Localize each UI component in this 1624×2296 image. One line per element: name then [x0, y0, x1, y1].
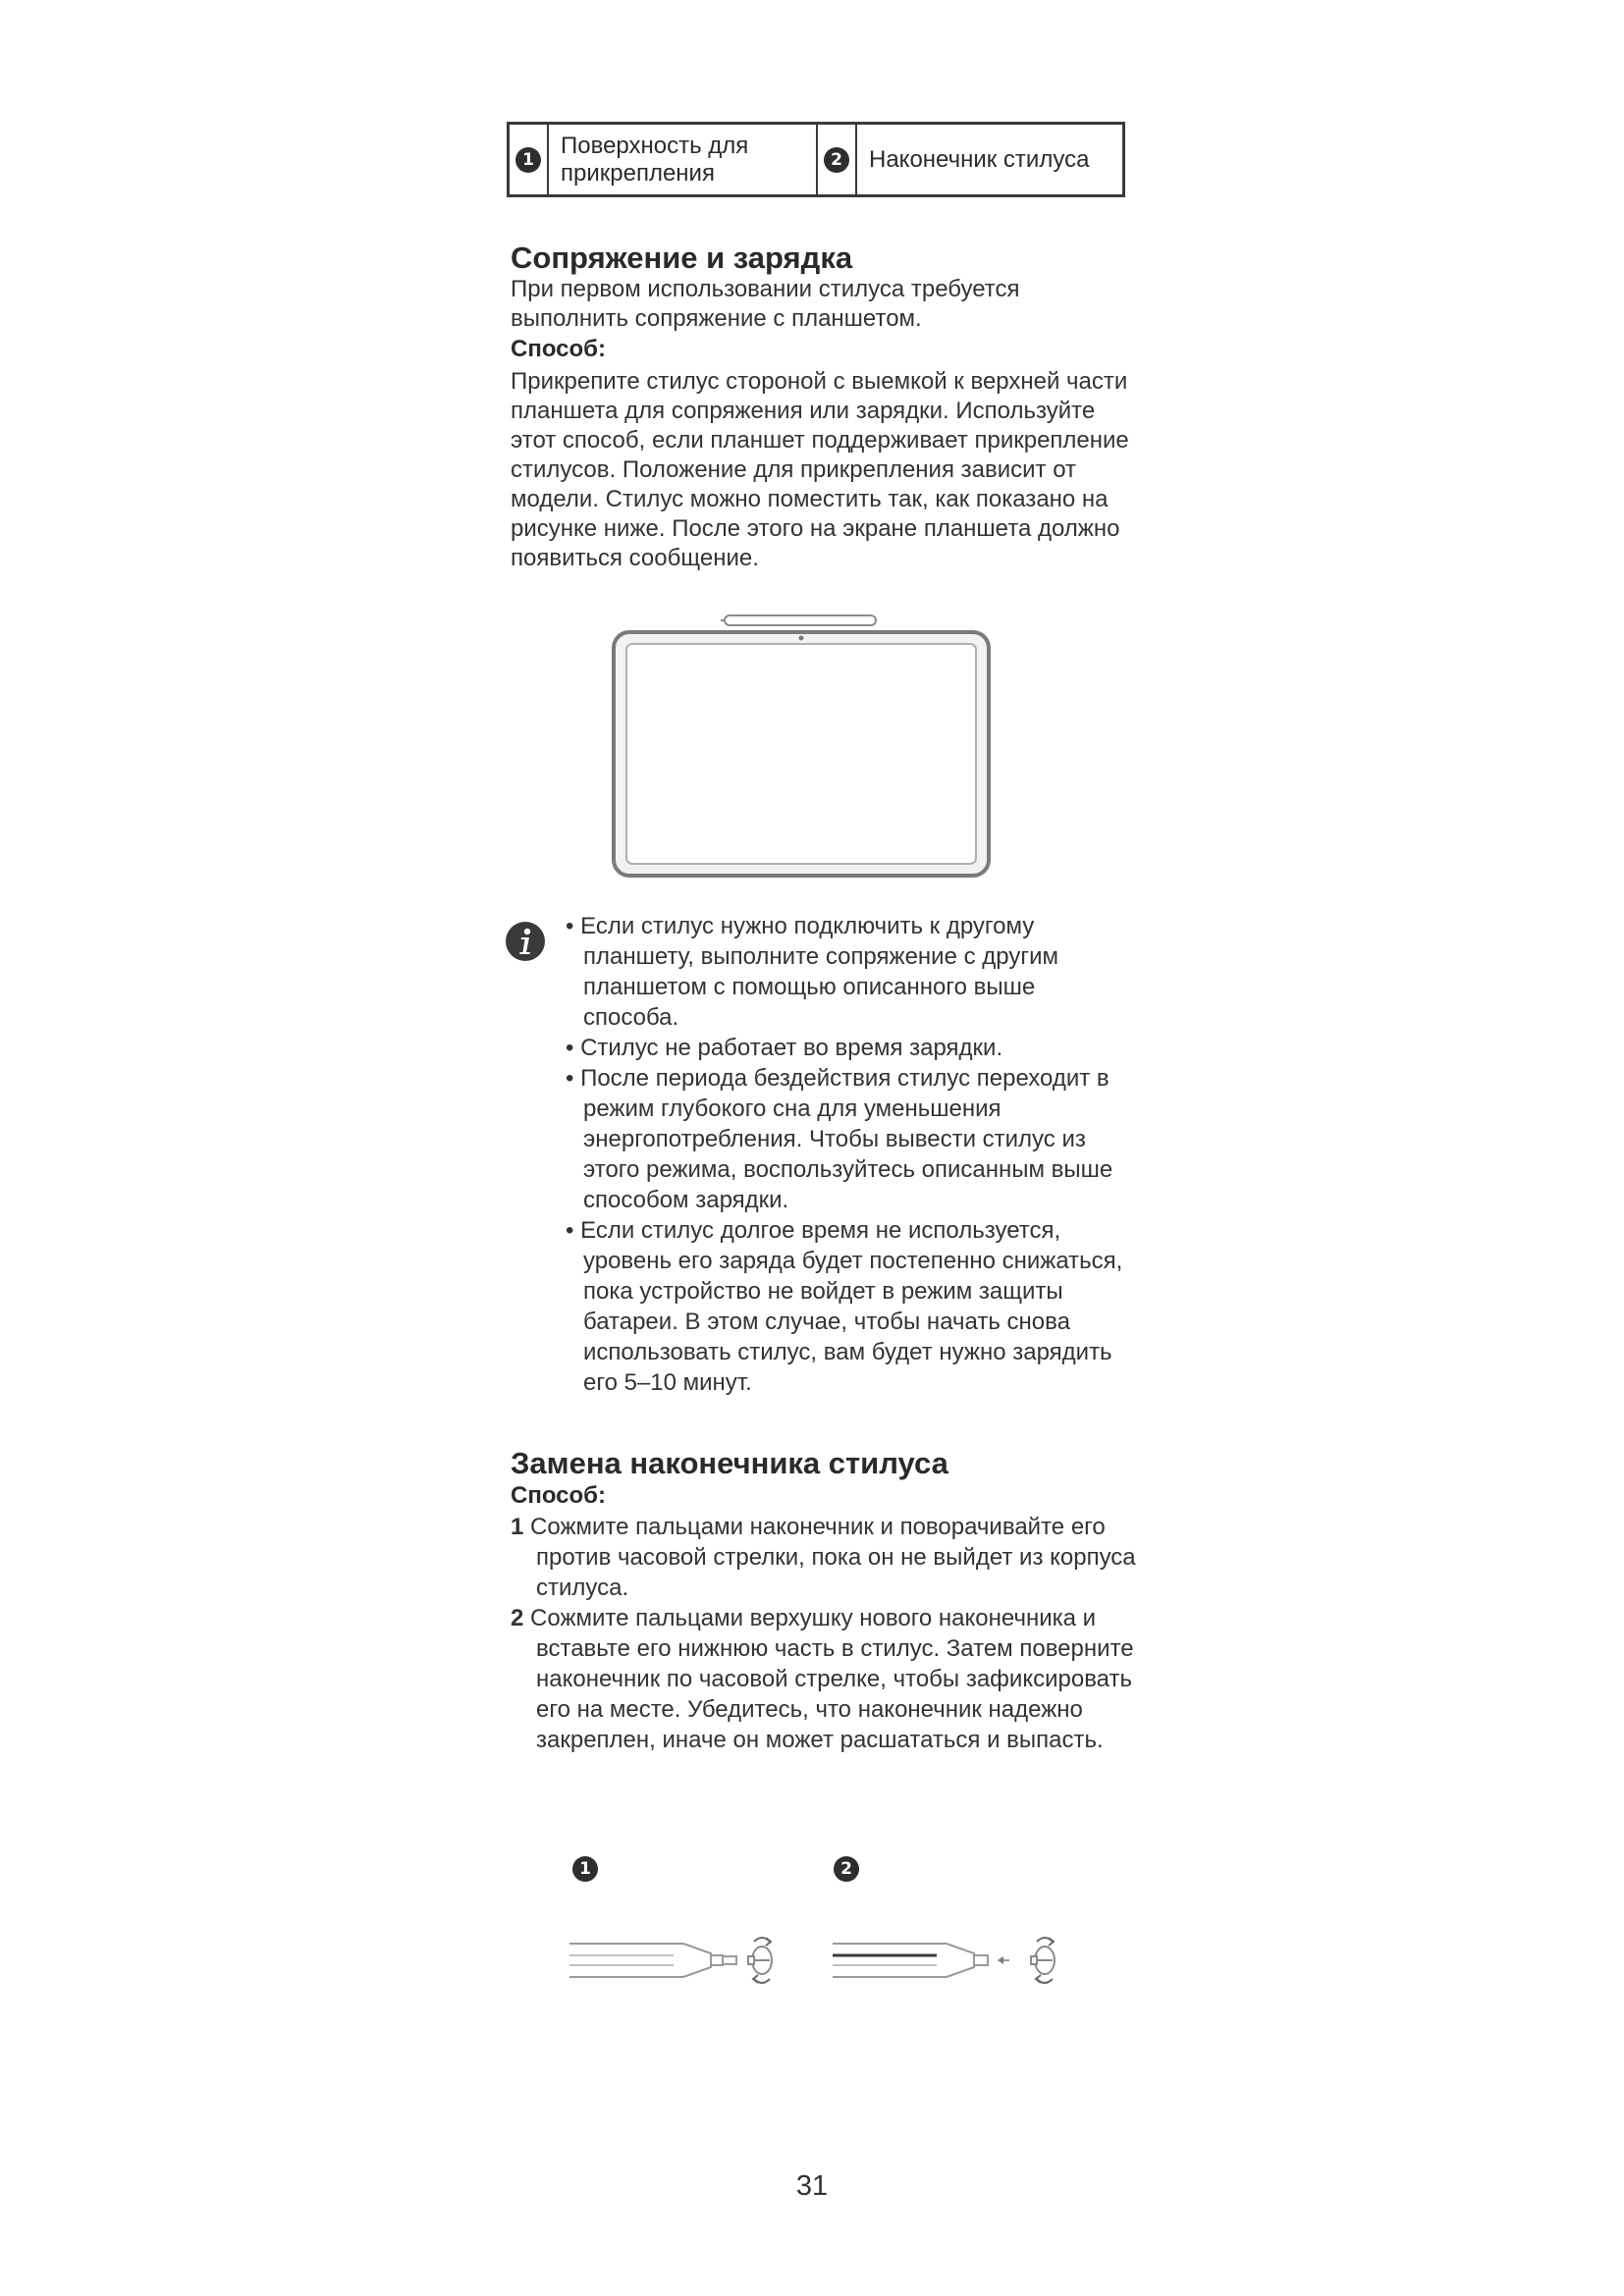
list-item: 2 Сожмите пальцами верхушку нового наконечника и вставьте его нижнюю часть в стилус. Затем поверните наконечник по часовой стрелке, чтобы зафиксировать его на месте. Убедитесь, что наконечник надежно закреплен, иначе он может расшататься и выпасть.: [511, 1605, 1134, 1753]
stylus-attached-icon: [721, 615, 876, 625]
notes-list: [556, 911, 1125, 1398]
number-badge: 1: [515, 147, 541, 173]
list-item: • После периода бездействия стилус переходит в режим глубокого сна для уменьшения энергопотребления. Чтобы вывести стилус из этого режима, воспользуйтесь описанным выше способом зарядки.: [566, 1065, 1113, 1213]
tablet-icon: [614, 632, 989, 876]
legend-label-stylus-tip: Наконечник стилуса: [869, 145, 1090, 173]
list-item: 1 Сожмите пальцами наконечник и поворачивайте его против часовой стрелки, пока он не выйдет из корпуса стилуса.: [511, 1514, 1136, 1601]
tip-removal-illustration: [568, 1926, 793, 1995]
figure-label-1: 1: [572, 1856, 598, 1882]
section-title-pairing: Сопряжение и зарядка: [511, 240, 853, 275]
tablet-with-stylus-illustration: [607, 614, 996, 881]
legend-number-cell: [818, 125, 857, 194]
list-item: • Если стилус нужно подключить к другому планшету, выполните сопряжение с другим планшетом с помощью описанного выше способа.: [566, 913, 1058, 1031]
page-number: 31: [795, 2170, 829, 2202]
info-icon: [505, 921, 546, 962]
tip-install-illustration: [831, 1926, 1076, 1995]
stylus-tip-icon: [1031, 1947, 1055, 1974]
pairing-method-text: Прикрепите стилус стороной с выемкой к верхней части планшета для сопряжения или зарядки. Используйте этот способ, если планшет поддерживает прикрепление стилусов. Положение для прикрепления зависит от модели. Стилус можно поместить так, как показано на рисунке ниже. После этого на экране планшета должно появиться сообщение.: [511, 368, 1129, 571]
number-badge: 2: [824, 147, 849, 173]
list-item: • Стилус не работает во время зарядки.: [566, 1035, 1003, 1061]
list-item: • Если стилус долгое время не используется, уровень его заряда будет постепенно снижаться, пока устройство не войдет в режим защиты батареи. В этом случае, чтобы начать снова использовать стилус, вам будет нужно зарядить его 5–10 минут.: [566, 1217, 1123, 1396]
stylus-tip-icon: [748, 1947, 772, 1974]
legend-number-cell: [510, 125, 549, 194]
steps-list: [511, 1512, 1139, 1755]
legend-table: [507, 122, 1125, 197]
method-label: Способ:: [511, 336, 606, 362]
legend-label-attachment-surface: Поверхность для прикрепления: [549, 125, 818, 194]
section-title-tip-replacement: Замена наконечника стилуса: [511, 1446, 948, 1480]
arrow-icon: [998, 1956, 1003, 1964]
pairing-intro: При первом использовании стилуса требуется выполнить сопряжение с планшетом.: [511, 276, 1020, 332]
figure-label-2: 2: [834, 1856, 859, 1882]
method-label: Способ:: [511, 1482, 606, 1509]
